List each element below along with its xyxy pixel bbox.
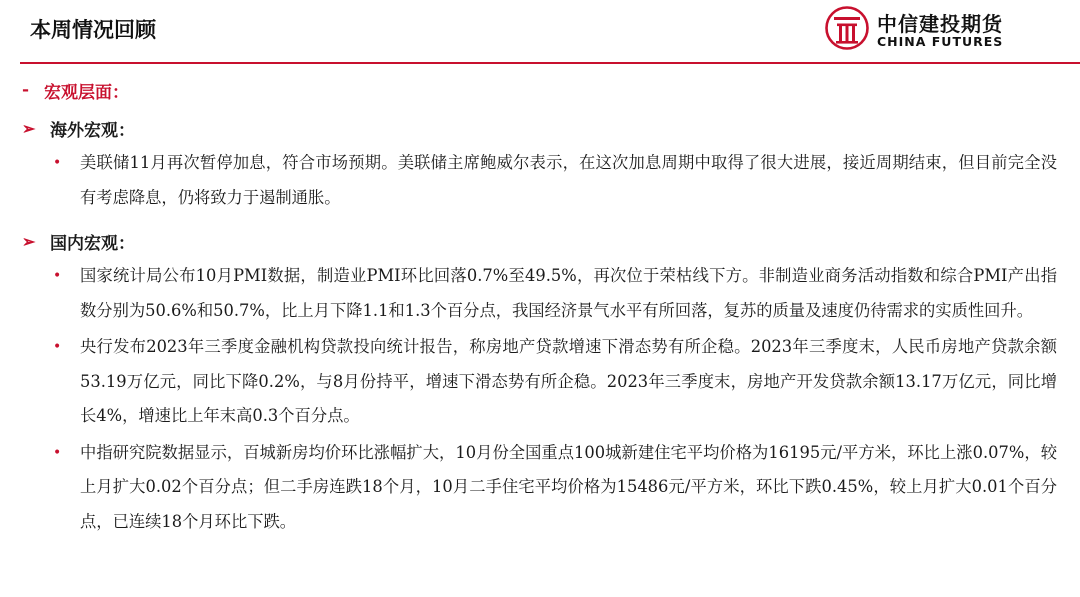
list-item	[22, 259, 1057, 328]
domestic-macro-label: 国内宏观：	[50, 233, 135, 254]
header	[0, 0, 1080, 56]
logo-english-name: CHINA FUTURES	[877, 34, 1004, 49]
arrow-bullet-icon: ➢	[22, 118, 36, 138]
list-item	[22, 330, 1057, 434]
citic-emblem-icon	[825, 6, 869, 50]
header-divider	[20, 62, 1080, 64]
list-item-text: 美联储11月再次暂停加息，符合市场预期。美联储主席鲍威尔表示，在这次加息周期中取得了很大进展，接近周期结束，但目前完全没有考虑降息，仍将致力于遏制通胀。	[80, 153, 1057, 207]
list-item	[22, 436, 1057, 540]
bullet-dot-icon: •	[53, 444, 62, 461]
logo-chinese-name: 中信建投期货	[877, 12, 1003, 36]
list-item-text: 国家统计局公布10月PMI数据，制造业PMI环比回落0.7%至49.5%，再次位于荣枯线下方。非制造业商务活动指数和综合PMI产出指数分别为50.6%和50.7%，比上月下降1.1和1.3个百分点，我国经济景气水平有所回落，复苏的质量及速度仍待需求的实质性回升。	[80, 266, 1057, 320]
company-logo	[825, 6, 1070, 52]
dash-marker-icon: -	[22, 80, 30, 100]
bullet-dot-icon: •	[53, 268, 62, 284]
list-item-text: 央行发布2023年三季度金融机构贷款投向统计报告，称房地产贷款增速下滑态势有所企稳。2023年三季度末，人民币房地产贷款余额53.19万亿元，同比下降0.2%，与8月份持平，增速下滑态势有所企稳。2023年三季度末，房地产开发贷款余额13.17万亿元，同比增长4%，增速比上年末高0.3个百分点。	[80, 337, 1057, 425]
page-title: 本周情况回顾	[30, 18, 156, 42]
domestic-macro-heading	[22, 225, 1057, 257]
macro-section-heading	[22, 76, 1057, 104]
macro-level-label: 宏观层面：	[44, 82, 129, 103]
report-body	[22, 76, 1057, 539]
overseas-macro-label: 海外宏观：	[50, 120, 135, 141]
bullet-dot-icon: •	[53, 339, 62, 355]
list-item	[22, 146, 1057, 215]
list-item-text: 中指研究院数据显示，百城新房均价环比涨幅扩大，10月份全国重点100城新建住宅平均价格为16195元/平方米，环比上涨0.07%，较上月扩大0.02个百分点；但二手房连跌18个月，10月二手住宅平均价格为15486元/平方米，环比下跌0.45%，较上月扩大0.01个百分点，已连续18个月环比下跌。	[80, 442, 1057, 531]
bullet-dot-icon: •	[53, 155, 62, 171]
overseas-macro-heading	[22, 112, 1057, 144]
arrow-bullet-icon: ➢	[22, 231, 36, 251]
